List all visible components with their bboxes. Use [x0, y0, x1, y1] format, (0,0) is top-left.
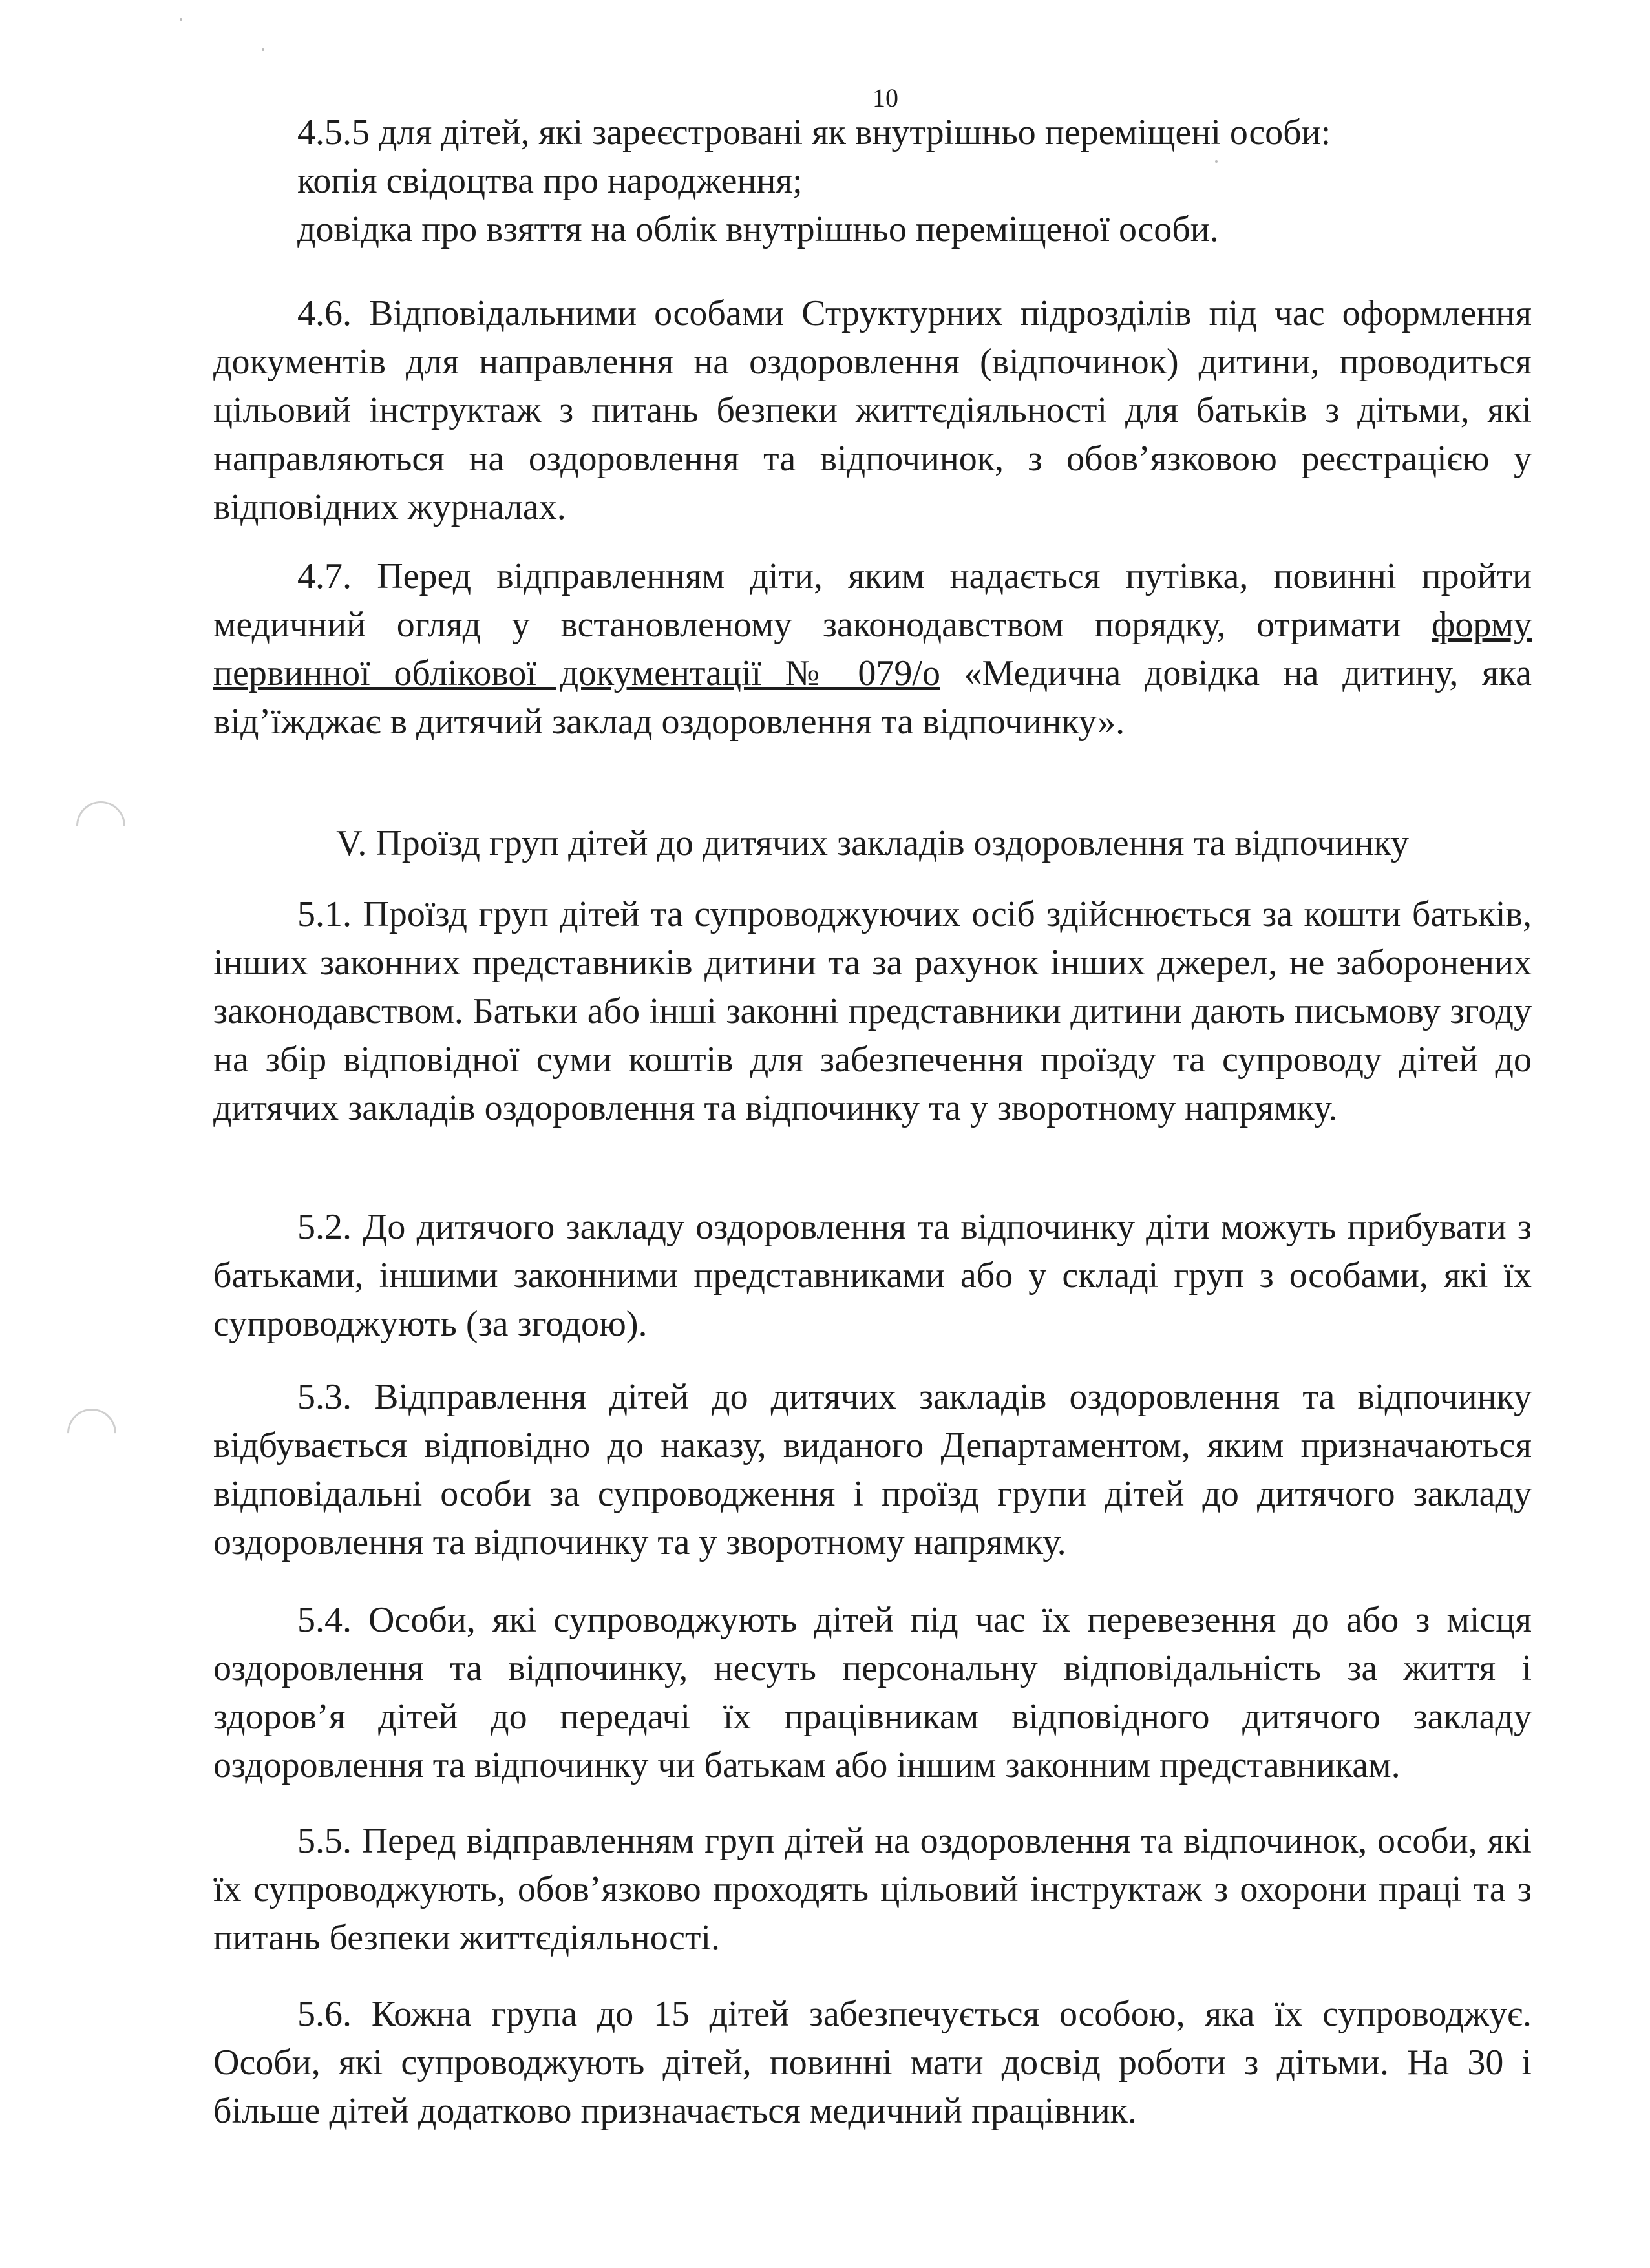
page-number: 10: [873, 83, 898, 112]
paragraph-4-6: 4.6. Відповідальними особами Структурних підрозділів під час оформлення документів для направлення на оздоровлення (відпочинок) дитини, проводиться цільовий інструктаж з питань безпеки життєдіяльності для батьків з дітьми, які направляються на оздоровлення та відпочинок, з обов’язковою реєстрацією у відповідних журналах.: [213, 293, 1532, 527]
punch-hole-mark-upper: [66, 791, 135, 860]
section-v-title: V. Проїзд груп дітей до дитячих закладів оздоровлення та відпочинку: [336, 823, 1409, 863]
paragraph-4-5-5: [297, 109, 1461, 254]
paragraph-4-5-5-line3: довідка про взяття на облік внутрішньо переміщеної особи.: [297, 209, 1219, 249]
scan-speck: [262, 48, 264, 51]
paragraph-5-2: 5.2. До дитячого закладу оздоровлення та відпочинку діти можуть прибувати з батьками, іншими законними представниками або у складі груп з особами, які їх супроводжують (за згодою).: [213, 1207, 1532, 1344]
paragraph-5-6-block: [213, 1990, 1532, 2136]
paragraph-4-7-block: [213, 552, 1532, 746]
paragraph-5-4: 5.4. Особи, які супроводжують дітей під час їх перевезення до або з місця оздоровлення та відпочинку, несуть персональну відповідальність за життя і здоров’я дітей до передачі їх працівникам відповідного дитячого закладу оздоровлення та відпочинку чи батькам або іншим законним представникам.: [213, 1600, 1532, 1785]
paragraph-5-5: 5.5. Перед відправленням груп дітей на оздоровлення та відпочинок, особи, які їх супроводжують, обов’язково проходять цільовий інструктаж з охорони праці та з питань безпеки життєдіяльності.: [213, 1821, 1532, 1958]
punch-hole-mark-lower: [57, 1398, 126, 1467]
paragraph-5-3-block: [213, 1373, 1532, 1567]
paragraph-5-2-block: [213, 1203, 1532, 1349]
paragraph-5-6: 5.6. Кожна група до 15 дітей забезпечується особою, яка їх супроводжує. Особи, які супроводжують дітей, повинні мати досвід роботи з дітьми. На 30 і більше дітей додатково призначається медичний працівник.: [213, 1994, 1532, 2131]
paragraph-4-7-text-after: «Медична довідка на дитину, яка від’їжджає в дитячий заклад оздоровлення та відпочинку».: [213, 653, 1532, 742]
paragraph-4-5-5-line1: 4.5.5 для дітей, які зареєстровані як внутрішньо переміщені особи:: [297, 112, 1331, 152]
paragraph-5-1: 5.1. Проїзд груп дітей та супроводжуючих осіб здійснюється за кошти батьків, інших законних представників дитини та за рахунок інших джерел, не заборонених законодавством. Батьки або інші законні представники дитини дають письмову згоду на збір відповідної суми коштів для забезпечення проїзду та супроводу дітей до дитячих закладів оздоровлення та відпочинку та у зворотному напрямку.: [213, 894, 1532, 1128]
scan-speck: [180, 18, 182, 21]
paragraph-4-7: [213, 552, 1532, 746]
paragraph-5-1-block: [213, 890, 1532, 1133]
paragraph-4-6-block: [213, 289, 1532, 532]
paragraph-4-5-5-line2: копія свідоцтва про народження;: [297, 161, 803, 201]
paragraph-5-3: 5.3. Відправлення дітей до дитячих закладів оздоровлення та відпочинку відбувається відповідно до наказу, виданого Департаментом, яким призначаються відповідальні особи за супроводження і проїзд групи дітей до дитячого закладу оздоровлення та відпочинку та у зворотному напрямку.: [213, 1377, 1532, 1562]
paragraph-5-4-block: [213, 1596, 1532, 1790]
form-079-link[interactable]: форму первинної облікової документації № 079/о: [213, 605, 1532, 693]
paragraph-4-7-text-before: 4.7. Перед відправленням діти, яким надається путівка, повинні пройти медичний огляд у встановленому законодавством порядку, отримати: [213, 556, 1532, 645]
paragraph-5-5-block: [213, 1817, 1532, 1962]
